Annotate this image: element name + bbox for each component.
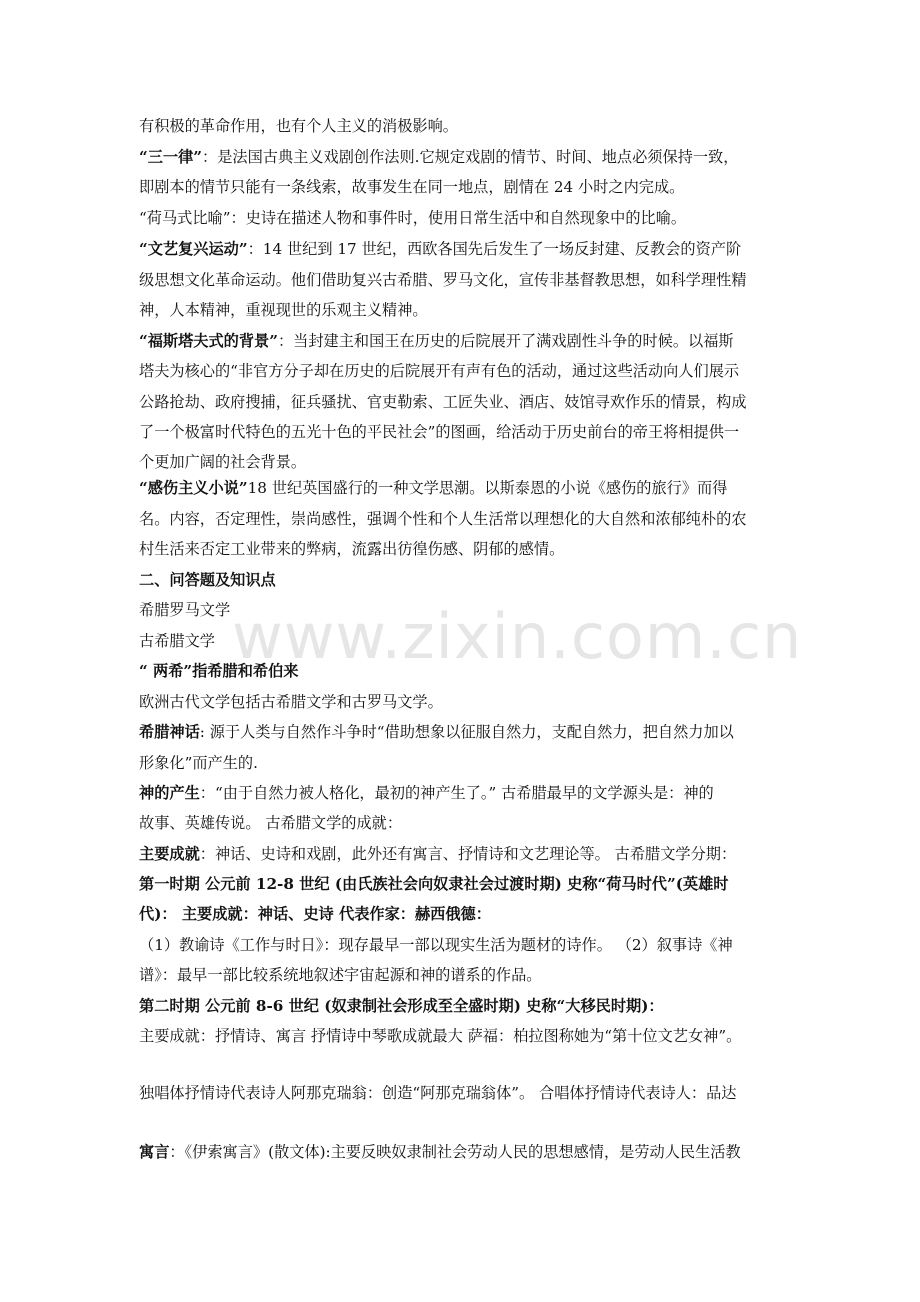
term-label: 神的产生 bbox=[139, 784, 200, 802]
text-run: 神，人本精神，重视现世的乐观主义精神。 bbox=[139, 301, 428, 319]
text-run: 欧洲古代文学包括古希腊文学和古罗马文学。 bbox=[139, 693, 443, 711]
term-label: 主要成就 bbox=[139, 845, 200, 863]
text-run: 第一时期 公元前 12-8 世纪 (由氏族社会向奴隶社会过渡时期) 史称“荷马时代”(英雄时 bbox=[139, 875, 729, 893]
text-run: 了一个极富时代特色的五光十色的平民社会”的图画，给活动于历史前台的帝王将相提供一 bbox=[139, 423, 740, 441]
period-heading bbox=[139, 996, 799, 1016]
text-line bbox=[139, 813, 799, 833]
section-heading bbox=[139, 570, 799, 590]
text-run: 二、问答题及知识点 bbox=[139, 571, 276, 589]
text-run: 个更加广阔的社会背景。 bbox=[139, 453, 307, 471]
text-line bbox=[139, 1083, 799, 1103]
text-run: 故事、英雄传说。 古希腊文学的成就： bbox=[139, 814, 403, 832]
period-heading bbox=[139, 904, 799, 924]
text-line bbox=[139, 452, 799, 472]
text-line bbox=[139, 935, 799, 955]
term-label: “文艺复兴运动” bbox=[139, 240, 248, 258]
text-line bbox=[139, 177, 799, 197]
text-run: ：14 世纪到 17 世纪，西欧各国先后发生了一场反封建、反教会的资产阶 bbox=[247, 240, 742, 258]
text-run: 希腊罗马文学 bbox=[139, 601, 231, 619]
text-line bbox=[139, 270, 799, 290]
text-run: ：《伊索寓言》(散文体):主要反映奴隶制社会劳动人民的思想感情，是劳动人民生活教 bbox=[169, 1143, 741, 1161]
text-run: 公路抢劫、政府搜捕，征兵骚扰、官吏勒索、工匠失业、酒店、妓馆寻欢作乐的情景，构成 bbox=[139, 393, 747, 411]
text-run: ：神话、史诗和戏剧，此外还有寓言、抒情诗和文艺理论等。 古希腊文学分期： bbox=[199, 845, 737, 863]
text-run: 第二时期 公元前 8-6 世纪 (奴隶制社会形成至全盛时期) 史称“大移民时期)： bbox=[139, 997, 664, 1015]
text-run: 谱》：最早一部比较系统地叙述宇宙起源和神的谱系的作品。 bbox=[139, 966, 542, 984]
text-run: 级思想文化革命运动。他们借助复兴古希腊、罗马文化，宣传非基督教思想，如科学理性精 bbox=[139, 271, 747, 289]
text-run: 独唱体抒情诗代表诗人阿那克瑞翁：创造“阿那克瑞翁体”。 合唱体抒情诗代表诗人：品达 bbox=[139, 1084, 737, 1102]
text-run: （1）教谕诗《工作与时日》：现存最早一部以现实生活为题材的诗作。 （2）叙事诗《神 bbox=[139, 936, 733, 954]
term-label: “三一律” bbox=[139, 148, 203, 166]
text-run: 村生活来否定工业带来的弊病，流露出彷徨伤感、阴郁的感情。 bbox=[139, 540, 565, 558]
text-run: 形象化”而产生的. bbox=[139, 754, 258, 772]
text-line bbox=[139, 783, 799, 803]
text-line bbox=[139, 331, 799, 351]
subheading bbox=[139, 661, 799, 681]
term-label: “感伤主义小说” bbox=[139, 479, 248, 497]
text-line bbox=[139, 361, 799, 381]
text-line bbox=[139, 392, 799, 412]
text-line bbox=[139, 844, 799, 864]
text-line bbox=[139, 300, 799, 320]
text-run: 有积极的革命作用，也有个人主义的消极影响。 bbox=[139, 117, 458, 135]
text-run: 塔夫为核心的“非官方分子却在历史的后院展开有声有色的活动，通过这些活动向人们展示 bbox=[139, 362, 740, 380]
text-line bbox=[139, 722, 799, 742]
text-line bbox=[139, 965, 799, 985]
text-line bbox=[139, 539, 799, 559]
watermark: www.zixin.com.cn bbox=[232, 600, 803, 673]
text-line bbox=[139, 1142, 799, 1162]
text-run: “ 两希”指希腊和希伯来 bbox=[139, 662, 299, 680]
period-heading bbox=[139, 874, 799, 894]
text-line bbox=[139, 509, 799, 529]
text-run: 18 世纪英国盛行的一种文学思潮。以斯泰恩的小说《感伤的旅行》而得 bbox=[247, 479, 728, 497]
text-run: 主要成就：抒情诗、寓言 抒情诗中琴歌成就最大 萨福：柏拉图称她为“第十位文艺女神”。 bbox=[139, 1027, 742, 1045]
text-run: ：是法国古典主义戏剧创作法则.它规定戏剧的情节、时间、地点必须保持一致， bbox=[202, 148, 739, 166]
text-line bbox=[139, 631, 799, 651]
term-label: 寓言 bbox=[139, 1143, 170, 1161]
text-run: “荷马式比喻”：史诗在描述人物和事件时，使用日常生活中和自然现象中的比喻。 bbox=[139, 209, 687, 227]
text-run: ：“由于自然力被人格化，最初的神产生了。” 古希腊最早的文学源头是：神的 bbox=[199, 784, 714, 802]
text-line bbox=[139, 1026, 799, 1046]
text-line bbox=[139, 147, 799, 167]
term-label: “福斯塔夫式的背景” bbox=[139, 332, 278, 350]
text-line bbox=[139, 208, 799, 228]
text-run: 代)： 主要成就：神话、史诗 代表作家：赫西俄德： bbox=[139, 905, 491, 923]
text-run: 即剧本的情节只能有一条线索，故事发生在同一地点，剧情在 24 小时之内完成。 bbox=[139, 178, 685, 196]
text-line bbox=[139, 478, 799, 498]
text-line bbox=[139, 753, 799, 773]
text-run: ：当封建主和国王在历史的后院展开了满戏剧性斗争的时候。以福斯 bbox=[277, 332, 734, 350]
text-line bbox=[139, 422, 799, 442]
text-line bbox=[139, 116, 799, 136]
text-line bbox=[139, 692, 799, 712]
text-run: 古希腊文学 bbox=[139, 632, 215, 650]
term-label: 希腊神话 bbox=[139, 723, 200, 741]
text-line bbox=[139, 600, 799, 620]
text-run: 名。内容，否定理性，崇尚感性，强调个性和个人生活常以理想化的大自然和浓郁纯朴的农 bbox=[139, 510, 747, 528]
text-run: : 源于人类与自然作斗争时“借助想象以征服自然力，支配自然力，把自然力加以 bbox=[199, 723, 734, 741]
text-line bbox=[139, 239, 799, 259]
